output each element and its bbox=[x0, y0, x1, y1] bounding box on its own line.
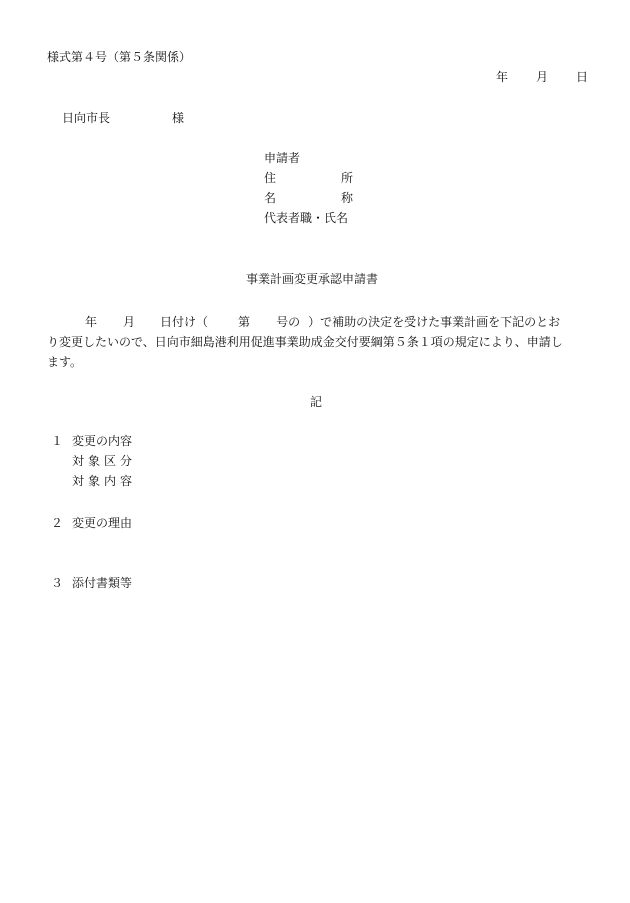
applicant-block bbox=[264, 151, 353, 231]
item-1 bbox=[51, 434, 132, 448]
body-number-dai: 第 bbox=[238, 315, 251, 329]
form-number: 様式第４号（第５条関係） bbox=[47, 50, 192, 64]
item-3-number: ３ bbox=[51, 576, 64, 590]
date-year-label: 年 bbox=[496, 70, 509, 84]
addressee bbox=[62, 111, 184, 125]
body-line-1-rest: ）で補助の決定を受けた事業計画を下記のとお bbox=[308, 315, 561, 329]
body-dated: 日付け（ bbox=[160, 315, 209, 329]
item-2-label: 変更の理由 bbox=[72, 516, 133, 530]
ki-marker: 記 bbox=[310, 395, 323, 409]
item-1-sub-content: 対象内容 bbox=[72, 474, 137, 488]
addressee-office: 日向市長 bbox=[62, 111, 111, 125]
addressee-honorific: 様 bbox=[172, 111, 185, 125]
applicant-address-row bbox=[264, 171, 353, 191]
item-1-sub-category: 対象区分 bbox=[72, 454, 137, 468]
item-3-label: 添付書類等 bbox=[72, 576, 133, 590]
applicant-heading: 申請者 bbox=[264, 151, 301, 165]
body-month: 月 bbox=[123, 315, 136, 329]
name-label-first: 名 bbox=[264, 191, 277, 205]
date-line bbox=[496, 70, 588, 84]
name-label-second: 称 bbox=[341, 191, 354, 205]
address-label-first: 住 bbox=[264, 171, 277, 185]
body-line-2: り変更したいので、日向市細島港利用促進事業助成金交付要綱第５条１項の規定により、申請し bbox=[47, 335, 563, 349]
body-year: 年 bbox=[85, 315, 98, 329]
body-line-3: ます。 bbox=[47, 355, 83, 369]
document-title: 事業計画変更承認申請書 bbox=[246, 272, 379, 286]
body-number-gou: 号の bbox=[276, 315, 301, 329]
body-line-1 bbox=[47, 312, 587, 332]
applicant-name-row bbox=[264, 191, 353, 211]
item-1-number: １ bbox=[51, 434, 64, 448]
date-month-label: 月 bbox=[536, 70, 549, 84]
item-1-label: 変更の内容 bbox=[72, 434, 133, 448]
date-day-label: 日 bbox=[576, 70, 589, 84]
body-text bbox=[47, 312, 587, 372]
item-2-number: ２ bbox=[51, 516, 64, 530]
item-2 bbox=[51, 516, 132, 530]
representative-label: 代表者職・氏名 bbox=[264, 211, 349, 225]
item-3 bbox=[51, 576, 132, 590]
address-label-second: 所 bbox=[341, 171, 354, 185]
